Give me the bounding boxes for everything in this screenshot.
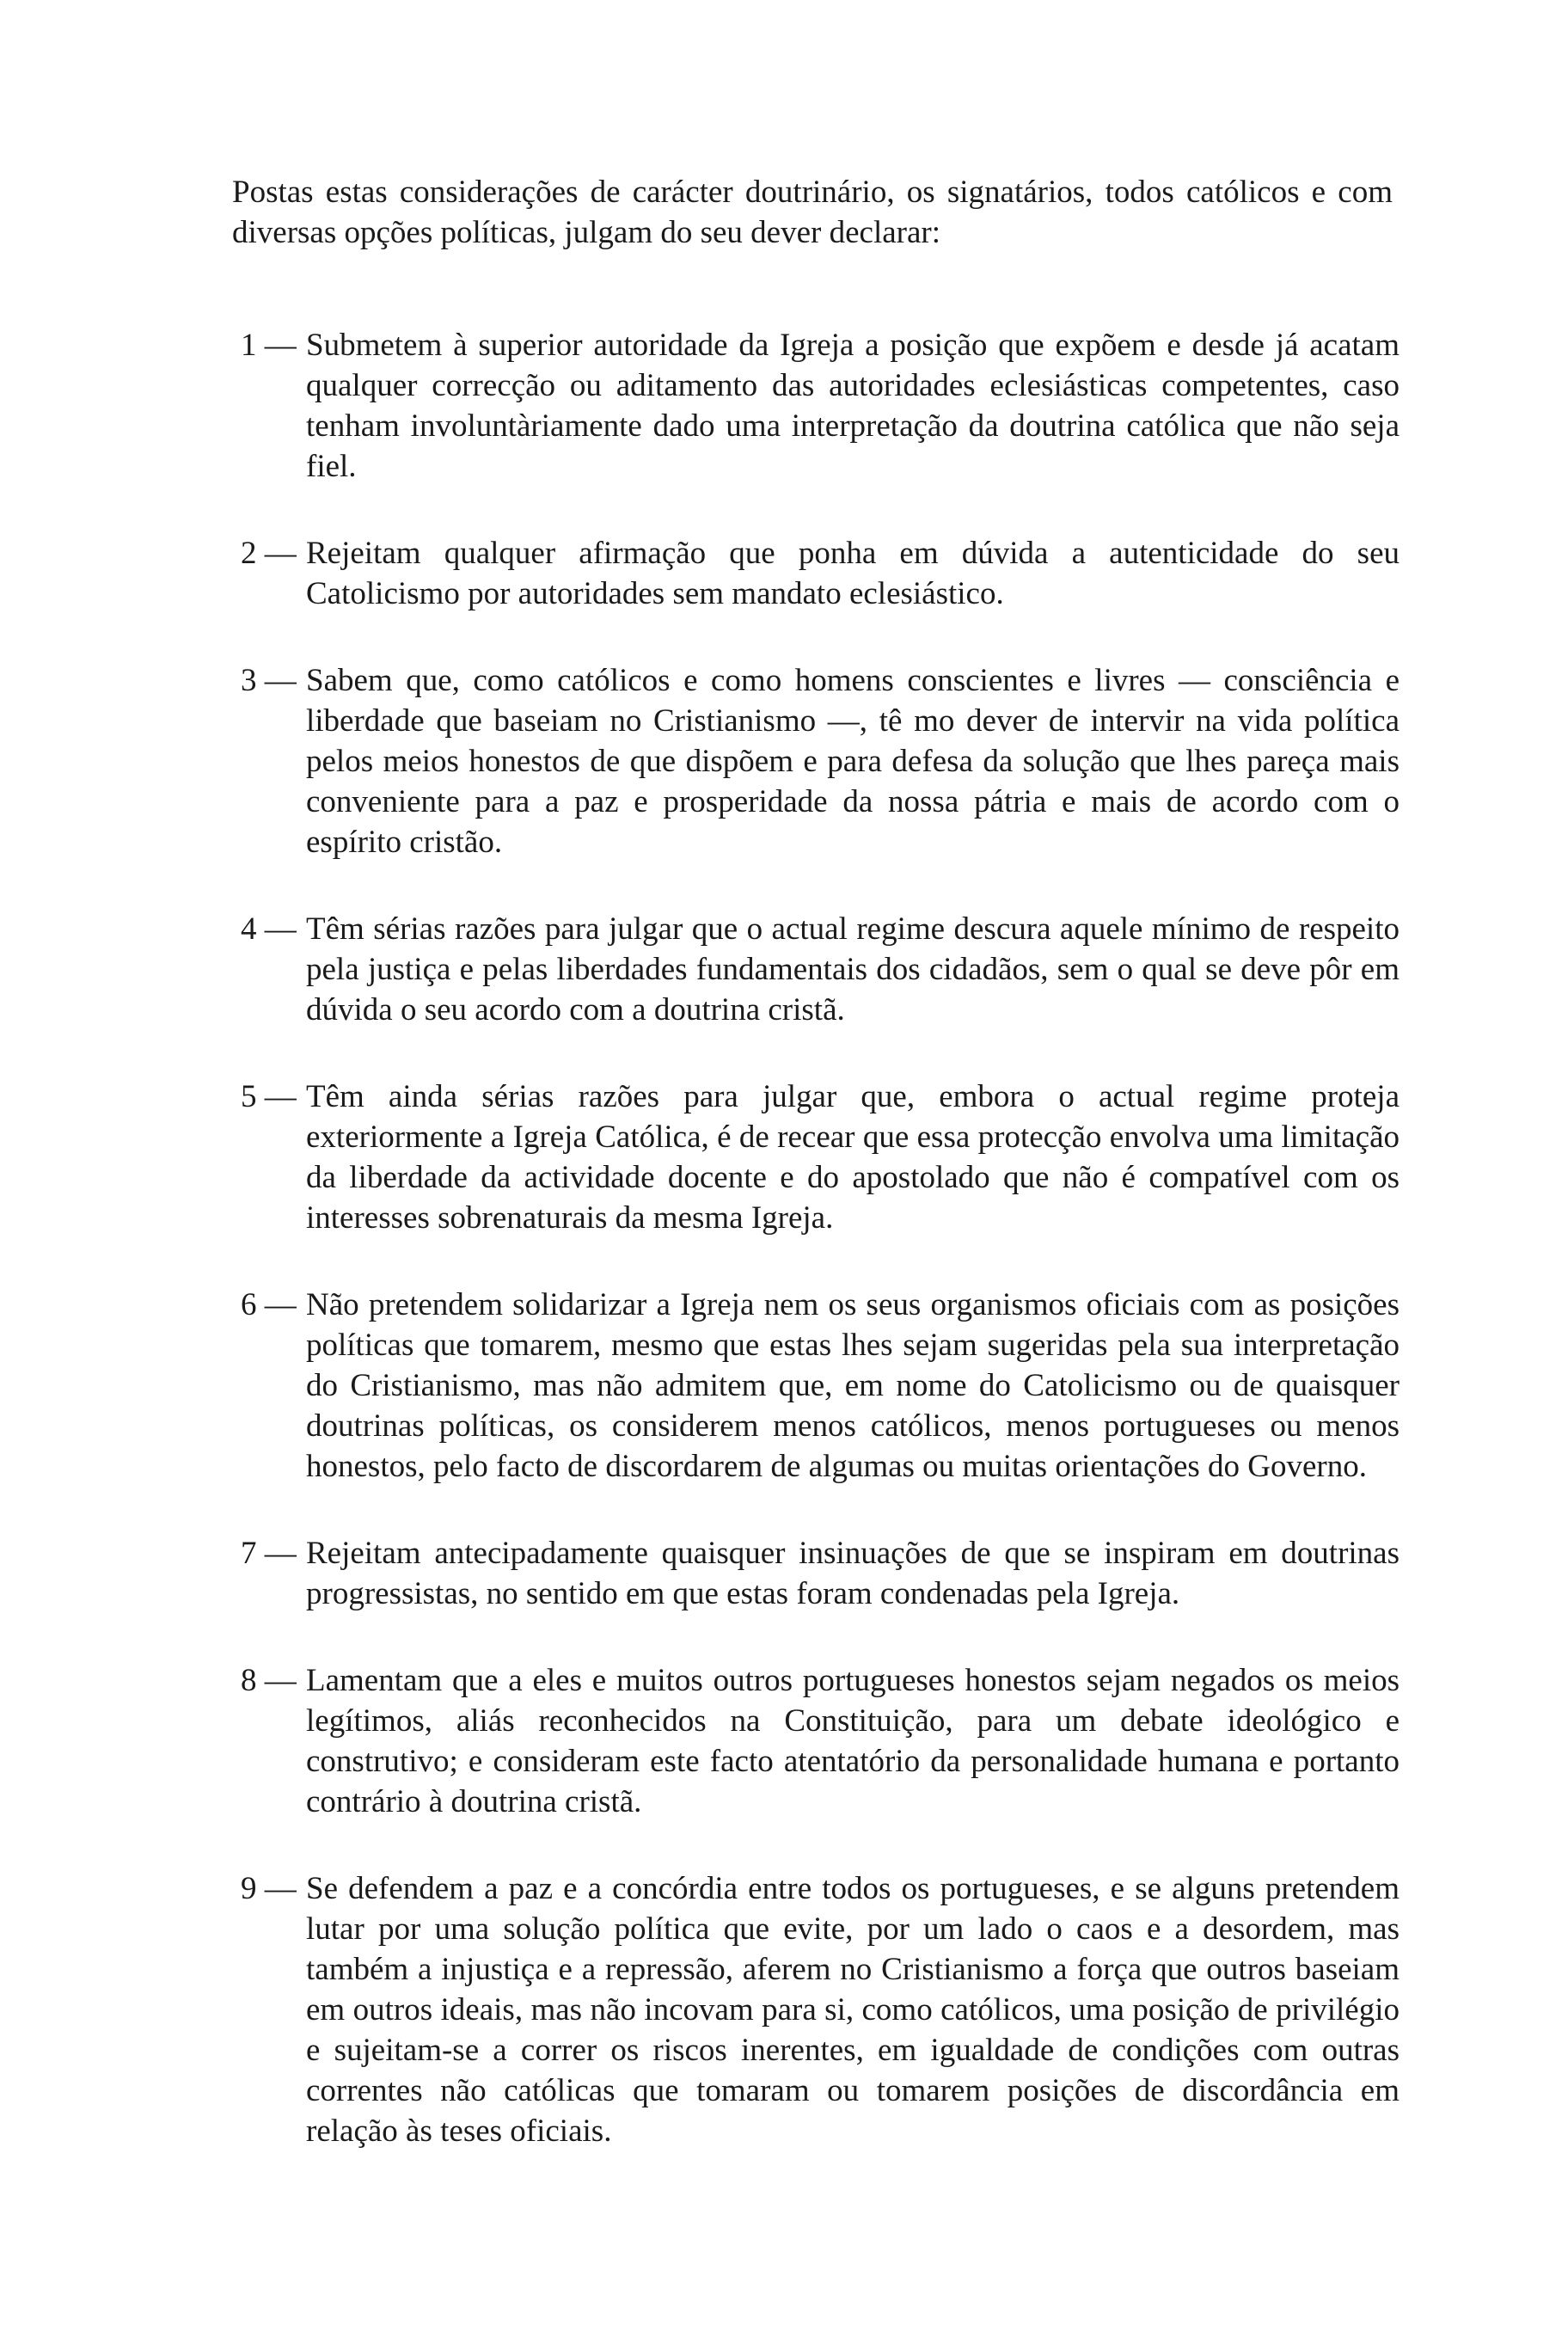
list-item bbox=[215, 1660, 1400, 1822]
item-text: Se defendem a paz e a concórdia entre todos os portugueses, e se alguns pretendem lutar por uma solução política que evite, por um lado o caos e a desordem, mas também a injustiça e a repressão, aferem no Cristianismo a força que outros baseiam em outros ideais, mas não incovam para si, como católicos, uma posição de privilégio e sujeitam-se a correr os riscos inerentes, em igualdade de condições com outras correntes não católicas que tomaram ou tomarem posições de discordância em relação às teses oficiais. bbox=[306, 1871, 1400, 2149]
item-text: Rejeitam qualquer afirmação que ponha em dúvida a autenticidade do seu Catolicismo por autoridades sem mandato eclesiástico. bbox=[306, 536, 1400, 611]
item-text: Sabem que, como católicos e como homens conscientes e livres — consciência e liberdade que baseiam no Cristianismo —, tê mo dever de intervir na vida política pelos meios honestos de que dispõem e para defesa da solução que lhes pareça mais conveniente para a paz e prosperidade da nossa pátria e mais de acordo com o espírito cristão. bbox=[306, 663, 1400, 860]
item-text: Submetem à superior autoridade da Igreja a posição que expõem e desde já acatam qualquer correcção ou aditamento das autoridades eclesiásticas competentes, caso tenham involuntàriamente dado uma interpretação da doutrina católica que não seja fiel. bbox=[306, 328, 1400, 484]
item-number: 3 — bbox=[241, 663, 297, 698]
item-text: Não pretendem solidarizar a Igreja nem os seus organismos oficiais com as posições políticas que tomarem, mesmo que estas lhes sejam sugeridas pela sua interpretação do Cristianismo, mas não admitem que, em nome do Catolicismo ou de quaisquer doutrinas políticas, os considerem menos católicos, menos portugueses ou menos honestos, pelo facto de discordarem de algumas ou muitas orientações do Governo. bbox=[306, 1287, 1400, 1484]
intro-paragraph: Postas estas considerações de carácter doutrinário, os signatários, todos católicos e com diversas opções políticas, julgam do seu dever declarar: bbox=[232, 175, 1393, 250]
item-number: 8 — bbox=[241, 1663, 297, 1698]
list-item bbox=[215, 660, 1400, 862]
item-text: Têm sérias razões para julgar que o actual regime descura aquele mínimo de respeito pela justiça e pelas liberdades fundamentais dos cidadãos, sem o qual se deve pôr em dúvida o seu acordo com a doutrina cristã. bbox=[306, 911, 1400, 1028]
list-item bbox=[215, 1868, 1400, 2151]
list-item bbox=[215, 1533, 1400, 1614]
item-number: 5 — bbox=[241, 1079, 297, 1114]
item-number: 4 — bbox=[241, 911, 297, 947]
item-text: Têm ainda sérias razões para julgar que, embora o actual regime proteja exteriormente a Igreja Católica, é de recear que essa protecção envolva uma limitação da liberdade da actividade docente e do apostolado que não é compatível com os interesses sobrenaturais da mesma Igreja. bbox=[306, 1079, 1400, 1236]
list-item bbox=[215, 1077, 1400, 1238]
list-item bbox=[215, 1285, 1400, 1487]
list-item bbox=[215, 909, 1400, 1030]
list-item bbox=[215, 533, 1400, 614]
item-text: Rejeitam antecipadamente quaisquer insinuações de que se inspiram em doutrinas progressistas, no sentido em que estas foram condenadas pela Igreja. bbox=[306, 1536, 1400, 1611]
item-number: 7 — bbox=[241, 1536, 297, 1571]
item-number: 6 — bbox=[241, 1287, 297, 1322]
list-item bbox=[215, 325, 1400, 487]
item-number: 1 — bbox=[241, 328, 297, 363]
item-number: 9 — bbox=[241, 1871, 297, 1906]
item-number: 2 — bbox=[241, 536, 297, 571]
item-text: Lamentam que a eles e muitos outros portugueses honestos sejam negados os meios legítimos, aliás reconhecidos na Constituição, para um debate ideológico e construtivo; e consideram este facto atentatório da personalidade humana e portanto contrário à doutrina cristã. bbox=[306, 1663, 1400, 1819]
declaration-list bbox=[215, 325, 1400, 2198]
